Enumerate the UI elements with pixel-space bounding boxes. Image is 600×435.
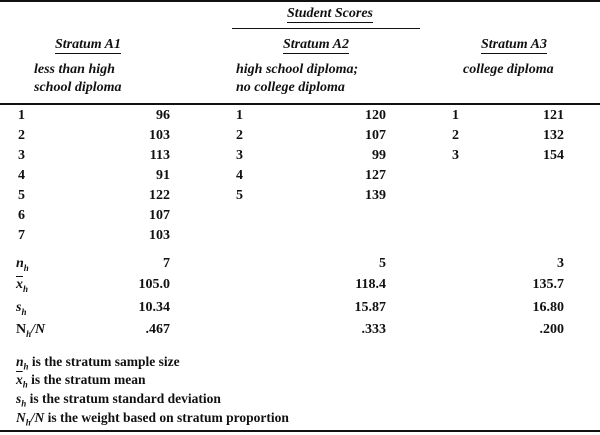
- score-value: 103: [149, 128, 170, 143]
- score-index: 7: [18, 228, 25, 243]
- score-index: 2: [452, 128, 459, 143]
- stat-value: 10.34: [138, 300, 170, 315]
- score-index: 1: [18, 108, 25, 123]
- score-index: 5: [236, 188, 243, 203]
- stat-value: 7: [163, 256, 170, 271]
- stat-value: .333: [361, 322, 386, 337]
- score-index: 3: [18, 148, 25, 163]
- footnote-nh: $n_h$ is the stratum sample size: [16, 354, 180, 372]
- top-rule: [0, 0, 600, 2]
- score-index: 3: [236, 148, 243, 163]
- stat-label-nh: $n_h$: [16, 256, 29, 273]
- stratum-a3-desc-line1: college diploma: [463, 62, 554, 77]
- stat-value: 5: [379, 256, 386, 271]
- stat-value: 3: [557, 256, 564, 271]
- score-value: 91: [156, 168, 170, 183]
- score-value: 99: [372, 148, 386, 163]
- score-index: 5: [18, 188, 25, 203]
- score-index: 2: [18, 128, 25, 143]
- score-index: 1: [236, 108, 243, 123]
- stat-value: 118.4: [355, 277, 386, 292]
- stat-value: .467: [145, 322, 170, 337]
- stat-label-weight: $N_h/N$: [16, 322, 46, 339]
- score-value: 127: [365, 168, 386, 183]
- stat-value: 16.80: [532, 300, 564, 315]
- score-value: 107: [149, 208, 170, 223]
- score-index: 1: [452, 108, 459, 123]
- score-value: 154: [543, 148, 564, 163]
- stat-label-sh: $s_h$: [16, 300, 27, 317]
- stat-value: 15.87: [354, 300, 386, 315]
- score-value: 107: [365, 128, 386, 143]
- stratum-a1-desc-line2: school diploma: [34, 80, 122, 95]
- score-value: 132: [543, 128, 564, 143]
- stratum-a1-header: Stratum A1: [54, 37, 121, 52]
- score-value: 113: [149, 148, 170, 163]
- score-index: 4: [18, 168, 25, 183]
- score-value: 122: [149, 188, 170, 203]
- stratum-a2-header: Stratum A2: [282, 37, 349, 52]
- score-value: 139: [365, 188, 386, 203]
- footnote-xh: $\overline{x}_h$ is the stratum mean: [16, 372, 146, 390]
- stratum-a2-desc-line2: no college diploma: [236, 80, 345, 95]
- footnote-sh: $s_h$ is the stratum standard deviation: [16, 391, 221, 409]
- super-header-underline: [232, 28, 420, 29]
- score-value: 120: [365, 108, 386, 123]
- stratum-a2-desc-line1: high school diploma;: [236, 62, 359, 77]
- score-value: 103: [149, 228, 170, 243]
- stratum-a3-header: Stratum A3: [480, 37, 547, 52]
- stat-value: .200: [539, 322, 564, 337]
- footnote-weight: $N_h/N$ is the weight based on stratum proportion: [16, 410, 289, 428]
- score-index: 6: [18, 208, 25, 223]
- score-value: 121: [543, 108, 564, 123]
- score-index: 3: [452, 148, 459, 163]
- stat-value: 135.7: [532, 277, 564, 292]
- score-index: 2: [236, 128, 243, 143]
- stat-label-xh: $\overline{x}_h$: [16, 277, 29, 294]
- stratum-a1-desc-line1: less than high: [34, 62, 115, 77]
- stat-value: 105.0: [138, 277, 170, 292]
- super-header: Student Scores: [287, 6, 373, 21]
- score-value: 96: [156, 108, 170, 123]
- score-index: 4: [236, 168, 243, 183]
- header-rule: [0, 103, 600, 105]
